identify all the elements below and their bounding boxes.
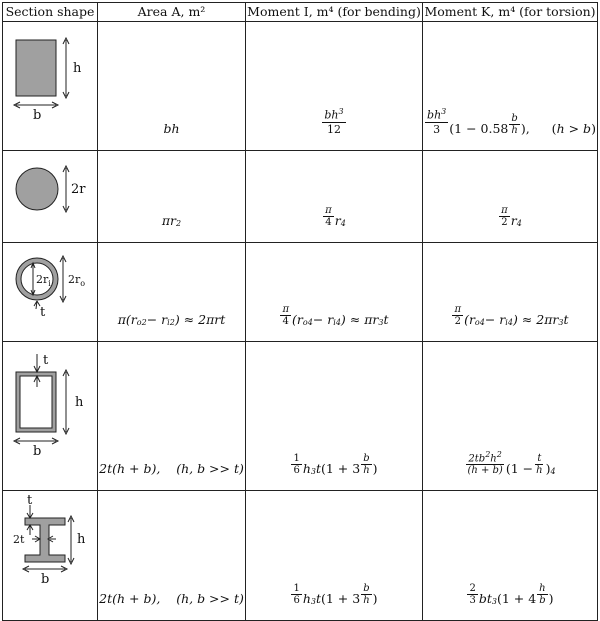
rect-area-cell: bh — [98, 22, 246, 151]
box-shape-cell — [3, 342, 98, 491]
box-section-icon — [3, 342, 98, 487]
ibeam-moment-i-cell: $\frac{1}{6}$ h $_3$ t (1 + 3 $\frac{b}{h}$ ) — [246, 491, 423, 621]
rectangle-shape-cell — [3, 22, 98, 151]
hollow-circle-section-icon — [3, 243, 98, 338]
table-row — [3, 491, 598, 621]
header-row — [3, 3, 598, 22]
ibeam-h-label: h — [77, 532, 86, 547]
solid-circle-section-icon — [3, 151, 98, 239]
circle-2r-label: 2r — [71, 182, 86, 197]
table-row — [3, 342, 598, 491]
header-moment-k: Moment K, m⁴ (for torsion) — [423, 3, 598, 22]
box-b-label: b — [33, 444, 42, 459]
box-area-cell: 2t(h + b), (h, b >> t) — [98, 342, 246, 491]
header-moment-i: Moment I, m⁴ (for bending) — [246, 3, 423, 22]
box-moment-i-cell: $\frac{1}{6}$ h $_3$ t (1 + 3 $\frac{b}{h}$ ) — [246, 342, 423, 491]
rect-moment-k-cell: $\frac{bh^3}{3}$ (1 − 0.58 $\frac{b}{h}$ ), (h > b) — [423, 22, 598, 151]
section-properties-table — [2, 2, 598, 621]
ibeam-2t-label: 2t — [13, 533, 25, 546]
box-moment-k-cell: $\frac{2tb^2h^2}{(h + b)}$ (1 − $\frac{t}{h}$ ) $_4$ — [423, 342, 598, 491]
tube-moment-k-cell: $\frac{\pi}{2}$ (r $_o$ 4 − r i 4 ) ≈ 2πr 3 t — [423, 243, 598, 342]
header-section-shape: Section shape — [3, 3, 98, 22]
rect-h-label: h — [73, 61, 82, 76]
table-row — [3, 243, 598, 342]
tube-t-label: t — [40, 305, 46, 320]
header-area: Area A, m² — [98, 3, 246, 22]
rect-moment-i-cell: $\frac{bh^3}{12}$ — [246, 22, 423, 151]
ibeam-t-label: t — [27, 493, 33, 508]
ibeam-area-cell: 2t(h + b), (h, b >> t) — [98, 491, 246, 621]
rect-b-label: b — [33, 108, 42, 123]
ibeam-b-label: b — [41, 572, 50, 587]
rectangle-section-icon — [3, 22, 98, 147]
tube-shape-cell — [3, 243, 98, 342]
box-h-label: h — [75, 395, 84, 410]
table-row — [3, 151, 598, 243]
circle-moment-k-cell: $\frac{\pi}{2}$ r $_4$ — [423, 151, 598, 243]
i-beam-section-icon — [3, 491, 98, 617]
ibeam-moment-k-cell: $\frac{2}{3}$ bt $_3$ (1 + 4 $\frac{h}{b}$ ) — [423, 491, 598, 621]
circle-shape-cell — [3, 151, 98, 243]
table-row — [3, 22, 598, 151]
circle-moment-i-cell: $\frac{\pi}{4}$ r $_4$ — [246, 151, 423, 243]
tube-2ri-label: $2r_i$ — [36, 273, 51, 288]
tube-2ro-label: $2r_o$ — [68, 273, 86, 288]
tube-area-cell: π(r o 2 − r i 2 ) ≈ 2πrt — [98, 243, 246, 342]
circle-area-cell: πr 2 — [98, 151, 246, 243]
tube-moment-i-cell: $\frac{\pi}{4}$ (r $_o$ 4 − r i 4 ) ≈ πr 3 t — [246, 243, 423, 342]
box-t-label: t — [43, 353, 49, 368]
ibeam-shape-cell — [3, 491, 98, 621]
